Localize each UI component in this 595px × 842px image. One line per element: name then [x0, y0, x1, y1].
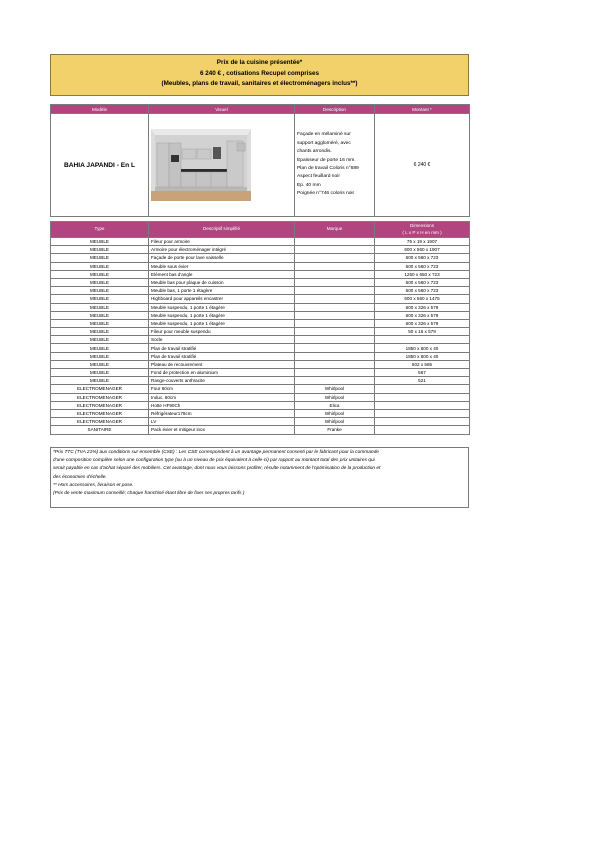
description-line: Plan de travail Coloris n°689: [297, 166, 359, 171]
item-description: Meuble suspendu, 1 porte 1 étagère: [149, 319, 295, 327]
footnote-line: ** Hors accessoires, livraison et pose.: [53, 482, 134, 488]
footnote-line: des économies d'échelle.: [53, 474, 107, 480]
table-row: [51, 270, 470, 278]
item-type: MEUBLE: [51, 295, 149, 303]
item-type: ELECTROMENAGER: [51, 409, 149, 417]
table-row: [51, 385, 470, 393]
col-header-dimensions-title: Dimensions: [410, 223, 434, 228]
item-brand: Whirlpool: [295, 385, 375, 393]
price-header: [50, 54, 469, 96]
item-brand: [295, 270, 375, 278]
footnote-line: (Prix de vente maximum conseillé; chaque franchisé étant libre de fixer ses propres tarifs ): [53, 491, 245, 497]
item-description: Range-couverts anthracite: [149, 377, 295, 385]
item-brand: [295, 238, 375, 246]
item-dimensions: 75 x 19 x 1907: [375, 238, 470, 246]
item-description: Meuble bas, 1 porte 1 étagère: [149, 287, 295, 295]
item-dimensions: 567: [375, 369, 470, 377]
items-table-body: [51, 238, 470, 435]
item-type: MEUBLE: [51, 369, 149, 377]
table-row: [51, 393, 470, 401]
table-row: [51, 254, 470, 262]
col-header-description: Description: [295, 105, 375, 114]
description-line: Poignée n°746 coloris noir: [297, 191, 355, 197]
item-brand: [295, 278, 375, 286]
item-dimensions: [375, 426, 470, 434]
item-dimensions: [375, 336, 470, 344]
description-line: support aggloméré, avec: [297, 140, 351, 146]
item-description: Elément bas d'angle: [149, 270, 295, 278]
col-header-type: Type: [51, 222, 149, 238]
col-header-model: Modèle: [51, 105, 149, 114]
col-header-visual: Visuel: [149, 105, 295, 114]
price-header-line-1: Prix de la cuisine présentée*: [216, 59, 303, 66]
kitchen-render-image: [151, 129, 251, 201]
table-row: [51, 344, 470, 352]
table-row: [51, 295, 470, 303]
item-dimensions: [375, 409, 470, 417]
item-dimensions: 1250 x 650 x 723: [375, 270, 470, 278]
description-line: Aspect feuillard noir: [297, 174, 340, 180]
item-description: Réfrigérateur178cm: [149, 409, 295, 417]
item-dimensions: 600 x 560 x 723: [375, 287, 470, 295]
item-dimensions: [375, 393, 470, 401]
item-type: MEUBLE: [51, 336, 149, 344]
item-brand: [295, 344, 375, 352]
item-type: MEUBLE: [51, 360, 149, 368]
footnote-line: d'une composition complète selon une configuration type (ou à un niveau de prix équivalent à celle-ci) par rapport au montant total des prix unitaires qui: [53, 458, 375, 464]
table-row: [51, 352, 470, 360]
item-type: MEUBLE: [51, 254, 149, 262]
item-brand: [295, 369, 375, 377]
item-brand: [295, 319, 375, 327]
item-dimensions: [375, 385, 470, 393]
item-type: MEUBLE: [51, 238, 149, 246]
item-brand: Whirlpool: [295, 418, 375, 426]
item-type: MEUBLE: [51, 278, 149, 286]
item-dimensions: 521: [375, 377, 470, 385]
description-line: chants arrondis.: [297, 149, 332, 155]
table-row: [51, 262, 470, 270]
item-type: MEUBLE: [51, 377, 149, 385]
col-header-brand: Marque: [295, 222, 375, 238]
item-dimensions: 600 x 326 x 579: [375, 303, 470, 311]
item-description: Socle: [149, 336, 295, 344]
item-dimensions: 1850 x 600 x 40: [375, 344, 470, 352]
item-brand: [295, 246, 375, 254]
table-row: [51, 360, 470, 368]
item-brand: [295, 303, 375, 311]
table-row: [51, 369, 470, 377]
item-brand: [295, 360, 375, 368]
item-description: Four 60cm: [149, 385, 295, 393]
table-row: [51, 311, 470, 319]
item-brand: Franke: [295, 426, 375, 434]
summary-table: [50, 104, 470, 217]
item-description: Armoire pour électroménager intégré: [149, 246, 295, 254]
footnote-line: *Prix TTC (TVA 21%) aux conditions sur ensemble (CSE) : Les CSE correspondent à un avantage permanent consenti par le fabricant pour la commande: [53, 450, 379, 455]
item-type: SANITAIRE: [51, 426, 149, 434]
item-description: Meuble sous évier: [149, 262, 295, 270]
item-brand: [295, 377, 375, 385]
description-line: Epaisseur de porte 16 mm.: [297, 157, 356, 163]
item-brand: Whirlpool: [295, 409, 375, 417]
item-dimensions: 600 x 560 x 723: [375, 278, 470, 286]
item-type: ELECTROMENAGER: [51, 385, 149, 393]
item-dimensions: 600 x 560 x 1475: [375, 295, 470, 303]
item-brand: [295, 287, 375, 295]
col-header-amount: Montant *: [375, 105, 470, 114]
item-dimensions: [375, 418, 470, 426]
item-type: MEUBLE: [51, 270, 149, 278]
item-brand: [295, 295, 375, 303]
table-row: [51, 319, 470, 327]
items-table: [50, 221, 470, 435]
item-description: Plateau de recouvrement: [149, 360, 295, 368]
item-type: MEUBLE: [51, 344, 149, 352]
item-description: Plan de travail stratifié: [149, 352, 295, 360]
item-brand: [295, 254, 375, 262]
item-type: MEUBLE: [51, 328, 149, 336]
item-type: ELECTROMENAGER: [51, 401, 149, 409]
table-row: [51, 287, 470, 295]
item-brand: [295, 328, 375, 336]
item-description: Meuble suspendu, 1 porte 1 étagère: [149, 311, 295, 319]
item-type: ELECTROMENAGER: [51, 418, 149, 426]
item-type: MEUBLE: [51, 287, 149, 295]
table-row: [51, 246, 470, 254]
item-type: MEUBLE: [51, 319, 149, 327]
item-dimensions: 600 x 560 x 1907: [375, 246, 470, 254]
item-brand: [295, 352, 375, 360]
table-row: [51, 401, 470, 409]
model-name: BAHIA JAPANDI - En L: [51, 114, 149, 217]
item-description: Plan de travail stratifié: [149, 344, 295, 352]
product-description: [295, 114, 375, 217]
item-type: MEUBLE: [51, 303, 149, 311]
item-brand: [295, 262, 375, 270]
table-row: [51, 303, 470, 311]
description-line: Ep. 40 mm: [297, 182, 321, 188]
item-dimensions: [375, 401, 470, 409]
kitchen-visual: [149, 114, 295, 217]
description-line: Façade en mélaminé sur: [297, 132, 351, 138]
item-brand: [295, 336, 375, 344]
table-row: [51, 278, 470, 286]
item-brand: Whirlpool: [295, 393, 375, 401]
item-description: Fond de protection en aluminium: [149, 369, 295, 377]
item-dimensions: 600 x 560 x 723: [375, 262, 470, 270]
item-description: Façade de porte pour lave vaisselle: [149, 254, 295, 262]
col-header-dimensions: [375, 222, 470, 238]
item-description: Induc. 60cm: [149, 393, 295, 401]
total-amount: 6 240 €: [375, 114, 470, 217]
col-header-dimensions-unit: ( L x P x H en mm ): [402, 229, 442, 235]
col-header-simplified-description: Descriptif simplifié: [149, 222, 295, 238]
item-description: Meuble bas pour plaque de cuisson: [149, 278, 295, 286]
item-description: Hotte HF90Ch: [149, 401, 295, 409]
item-description: Fileur pour meuble suspendu: [149, 328, 295, 336]
table-row: [51, 426, 470, 434]
item-brand: [295, 311, 375, 319]
item-dimensions: 50 x 16 x 579: [375, 328, 470, 336]
item-type: MEUBLE: [51, 352, 149, 360]
item-dimensions: 1850 x 600 x 40: [375, 352, 470, 360]
item-description: Pack évier et mitigeur inox: [149, 426, 295, 434]
item-dimensions: 602 x 585: [375, 360, 470, 368]
item-type: MEUBLE: [51, 246, 149, 254]
item-type: MEUBLE: [51, 311, 149, 319]
table-row: [51, 336, 470, 344]
item-dimensions: 600 x 560 x 723: [375, 254, 470, 262]
item-type: ELECTROMENAGER: [51, 393, 149, 401]
item-dimensions: 600 x 326 x 579: [375, 311, 470, 319]
item-brand: Elica: [295, 401, 375, 409]
footnotes: [50, 447, 469, 508]
item-dimensions: 600 x 326 x 579: [375, 319, 470, 327]
table-row: [51, 409, 470, 417]
price-header-line-3: (Meubles, plans de travail, sanitaires et électroménagers inclus**): [161, 80, 358, 87]
item-description: Meuble suspendu, 1 porte 1 étagère: [149, 303, 295, 311]
item-description: Fileur pour armoire: [149, 238, 295, 246]
price-header-line-2: 6 240 € , cotisations Recupel comprises: [200, 69, 319, 77]
table-row: [51, 238, 470, 246]
footnote-line: serait payable en cas d'achat séparé des mobiliers. Cet avantage, dont nous vous laissons profiter, résulte notamment de l'optimisation de la production et: [53, 466, 381, 472]
item-type: MEUBLE: [51, 262, 149, 270]
table-row: [51, 418, 470, 426]
table-row: [51, 377, 470, 385]
item-description: LV: [149, 418, 295, 426]
table-row: [51, 328, 470, 336]
item-description: Highboard pour appareils encastrer: [149, 295, 295, 303]
